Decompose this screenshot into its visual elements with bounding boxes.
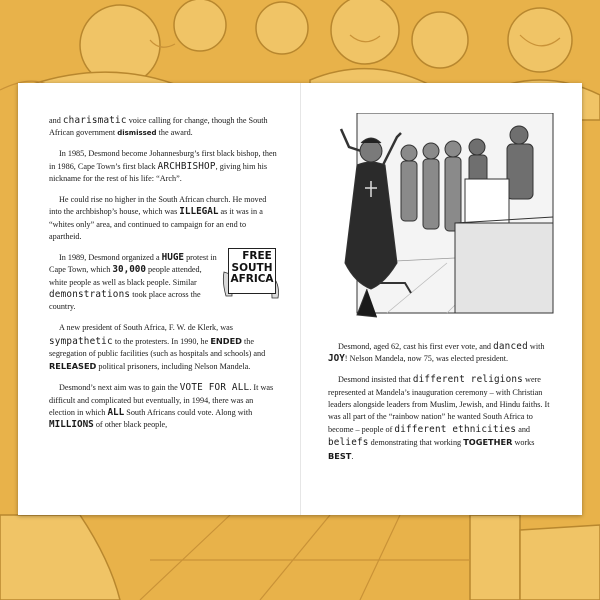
- left-page-text: [49, 115, 278, 440]
- paragraph-archbishop: In 1985, Desmond become Johannesburg’s first black bishop, then in 1986, Cape Town’s first black ARCHBISHOP, giving him his nickname for the rest of his life: “Arch”.: [49, 149, 277, 184]
- paragraph-inauguration: Desmond insisted that different religions were represented at Mandela’s inauguration ceremony – with Christian leaders alongside leaders from Muslim, Jewish, and Hindu faiths. It was all part of the “rainbow nation” he wanted South Africa to become – people of different ethnicities and beliefs demonstrating that working TOGETHER works BEST.: [328, 374, 550, 461]
- paragraph-protest: FREE SOUTH AFRICA In 1989, Desmond organized a HUGE protest in Cape Town, which 30,000 people attended, white people as well as black people. Similar demonstrations took place across the country.: [49, 252, 278, 314]
- free-south-africa-sign-illustration: [222, 248, 282, 306]
- voting-illustration: [327, 113, 555, 331]
- protest-sign: FREE SOUTH AFRICA: [228, 248, 276, 294]
- right-page-text: [328, 341, 556, 471]
- paragraph-de-klerk: A new president of South Africa, F. W. de Klerk, was sympathetic to the protesters. In 1990, he ENDED the segregation of public facilities (such as hospitals and schools) and RELEASED political prisoners, including Nelson Mandela.: [49, 323, 266, 372]
- paragraph-award: and charismatic voice calling for change, though the South African government dismissed the award.: [49, 115, 268, 138]
- paragraph-house: He could rise no higher in the South African church. He moved into the archbishop’s house, which was ILLEGAL as it was in a “whites only” area, and continued to campaign for an end to apartheid.: [49, 194, 267, 242]
- paragraph-first-vote: Desmond, aged 62, cast his first ever vote, and danced with JOY! Nelson Mandela, now 75, was elected president.: [328, 341, 545, 365]
- page-gutter: [300, 83, 301, 515]
- paragraph-vote: Desmond’s next aim was to gain the VOTE FOR ALL. It was difficult and complicated but eventually, in 1994, there was an election in which ALL South Africans could vote. Along with MILLIONS of other black people,: [49, 382, 274, 431]
